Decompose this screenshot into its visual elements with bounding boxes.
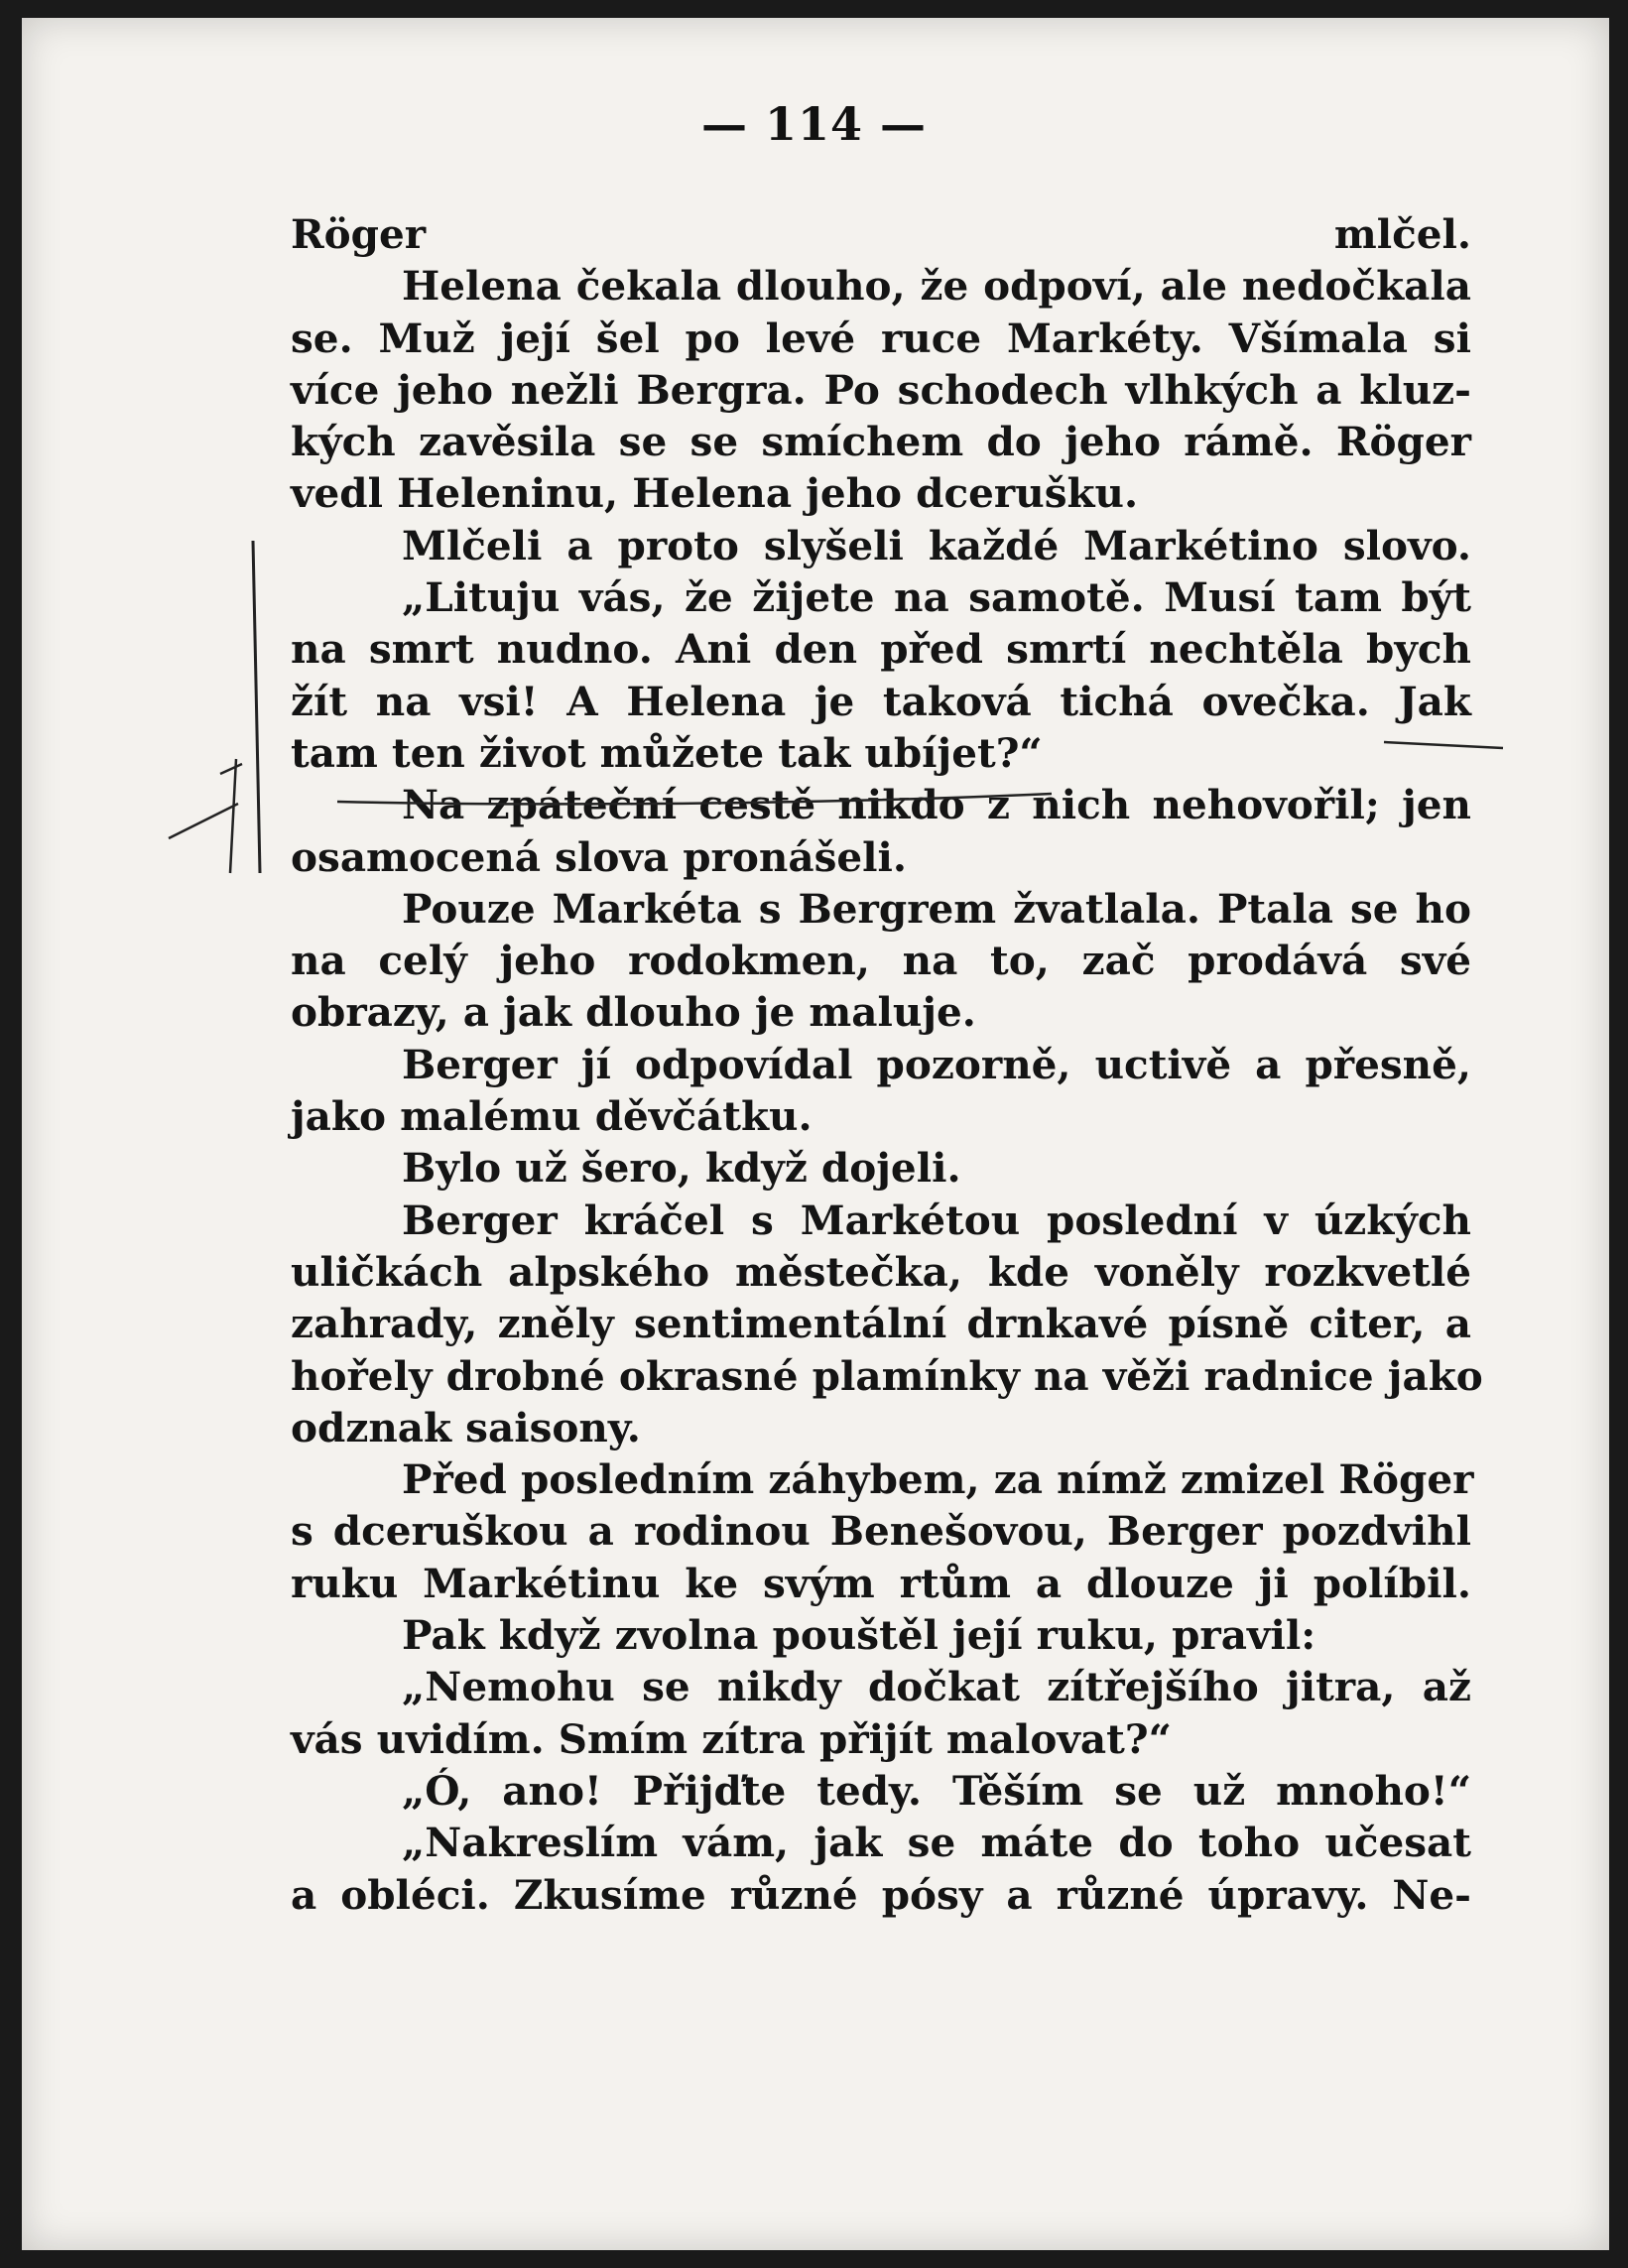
text-line: odznak saisony. [291, 1403, 641, 1451]
text-line: jako malému děvčátku. [291, 1092, 813, 1141]
text-line: hořely drobné okrasné plamínky na věži radnice jako [291, 1351, 1483, 1400]
text-line: Berger jí odpovídal pozorně, uctivě a přesně, [402, 1040, 1471, 1088]
text-line: vedl Heleninu, Helena jeho dcerušku. [291, 469, 1139, 518]
text-line: Mlčeli a proto slyšeli každé Markétino slovo. [402, 521, 1471, 569]
text-line: s dceruškou a rodinou Benešovou, Berger pozdvihl [291, 1507, 1471, 1556]
text-line: „Ó, ano! Přijďte tedy. Těším se už mnoho!“ [402, 1766, 1471, 1815]
text-line: ruku Markétinu ke svým rtům a dlouze ji políbil. [291, 1559, 1471, 1607]
text-line: Před posledním záhybem, za nímž zmizel Röger [402, 1455, 1474, 1504]
text-line: obrazy, a jak dlouho je maluje. [291, 988, 976, 1037]
text-line: „Nakreslím vám, jak se máte do toho učesat [402, 1819, 1471, 1867]
text-line: tam ten život můžete tak ubíjet?“ [291, 728, 1043, 777]
text-line: žít na vsi! A Helena je taková tichá ovečka. Jak [291, 677, 1471, 725]
text-line: osamocená slova pronášeli. [291, 832, 908, 881]
text-line: více jeho nežli Bergra. Po schodech vlhkých a kluz- [291, 365, 1471, 414]
body-text [291, 208, 1483, 1921]
text-line: a obléci. Zkusíme různé pósy a různé úpravy. Ne- [291, 1870, 1471, 1919]
text-line: „Nemohu se nikdy dočkat zítřejšího jitra, až [402, 1663, 1471, 1711]
text-line: uličkách alpského městečka, kde voněly rozkvetlé [291, 1247, 1471, 1296]
text-line: na celý jeho rodokmen, na to, zač prodává své [291, 937, 1471, 985]
text-line: Berger kráčel s Markétou poslední v úzkých [402, 1196, 1471, 1244]
text-line: se. Muž její šel po levé ruce Markéty. Všímala si [291, 314, 1471, 362]
text-line: Bylo už šero, když dojeli. [402, 1144, 961, 1193]
text-line: vás uvidím. Smím zítra přijít malovat?“ [291, 1714, 1172, 1763]
text-line: Pouze Markéta s Bergrem žvatlala. Ptala se ho [402, 884, 1471, 933]
text-line: Helena čekala dlouho, že odpoví, ale nedočkala [402, 262, 1471, 311]
text-line: Pak když zvolna pouštěl její ruku, pravil: [402, 1611, 1316, 1660]
text-line: Na zpáteční cestě nikdo z nich nehovořil; jen [402, 781, 1471, 829]
text-line: zahrady, zněly sentimentální drnkavé písně citer, a [291, 1300, 1471, 1348]
page-number: — 114 — [700, 97, 928, 151]
text-line: na smrt nudno. Ani den před smrtí nechtěla bych [291, 625, 1471, 674]
text-line: Röger mlčel. [291, 210, 1471, 258]
text-line: „Lituju vás, že žijete na samotě. Musí tam být [402, 573, 1471, 622]
text-line: kých zavěsila se se smíchem do jeho rámě. Röger [291, 418, 1471, 466]
